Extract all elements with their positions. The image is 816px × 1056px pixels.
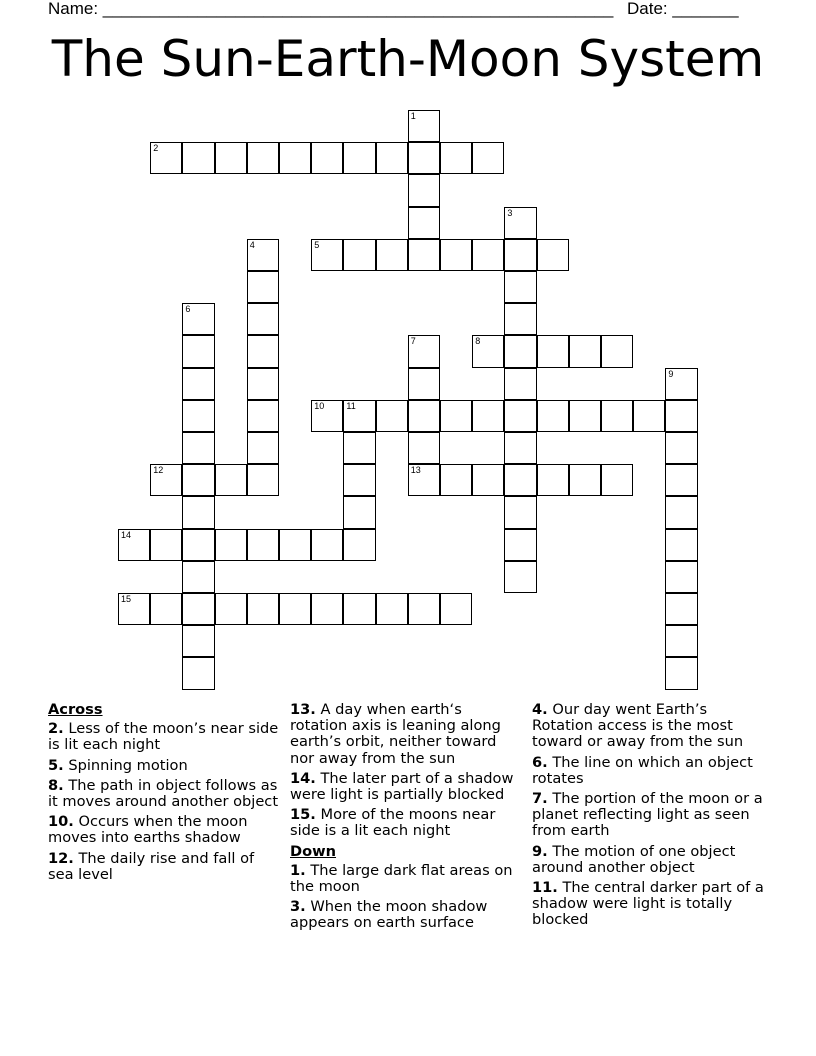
clue-number: 11. [532,879,558,897]
crossword-cell[interactable] [182,335,214,367]
clue-number-label: 5 [314,239,320,250]
crossword-cell[interactable] [247,368,279,400]
clue-across-12 [48,851,280,883]
clue-text: The large dark flat areas on the moon [290,861,513,896]
clue-down-1 [290,863,522,895]
crossword-cell[interactable] [247,432,279,464]
clue-text: The later part of a shadow were light is partially blocked [290,769,514,804]
crossword-cell[interactable] [247,529,279,561]
clue-down-6 [532,755,772,787]
crossword-cell[interactable] [569,400,601,432]
clue-number: 7. [532,790,548,808]
crossword-cell[interactable] [504,400,536,432]
crossword-cell[interactable] [665,400,697,432]
clue-across-13 [290,702,522,767]
crossword-cell[interactable] [279,142,311,174]
crossword-cell[interactable] [182,529,214,561]
clue-number-label: 2 [153,143,159,154]
crossword-cell[interactable] [343,496,375,528]
clue-number: 2. [48,720,64,738]
crossword-cell[interactable] [182,593,214,625]
crossword-cell[interactable] [311,529,343,561]
clue-number: 12. [48,849,74,867]
crossword-cell[interactable] [440,593,472,625]
crossword-cell[interactable] [665,432,697,464]
crossword-cell[interactable] [665,496,697,528]
clue-across-14 [290,771,522,803]
crossword-cell[interactable] [376,593,408,625]
crossword-cell[interactable] [343,239,375,271]
clue-number: 14. [290,769,316,787]
clue-number: 3. [290,898,306,916]
page-title: The Sun-Earth-Moon System [51,30,765,88]
clue-number: 1. [290,861,306,879]
clues-column-3 [532,702,772,933]
clue-across-5 [48,758,280,774]
crossword-cell[interactable] [665,529,697,561]
crossword-cell[interactable] [408,239,440,271]
crossword-cell[interactable] [247,464,279,496]
clue-text: Our day went Earth’s Rotation access is the most toward or away from the sun [532,701,744,751]
crossword-cell[interactable] [665,593,697,625]
crossword-cell[interactable] [343,400,375,432]
clue-text: The motion of one object around another object [532,842,736,876]
clues-column-2 [290,702,522,936]
crossword-cell[interactable] [247,239,279,271]
clue-number-label: 4 [249,239,255,250]
crossword-cell[interactable] [601,464,633,496]
crossword-cell[interactable] [150,529,182,561]
crossword-cell[interactable] [343,142,375,174]
crossword-cell[interactable] [215,529,247,561]
crossword-cell[interactable] [472,239,504,271]
crossword-cell[interactable] [504,368,536,400]
crossword-cell[interactable] [665,464,697,496]
crossword-cell[interactable] [279,529,311,561]
crossword-cell[interactable] [215,593,247,625]
crossword-cell[interactable] [182,496,214,528]
crossword-cell[interactable] [408,432,440,464]
clue-text: The central darker part of a shadow were light is totally blocked [532,879,764,929]
clue-number-label: 12 [153,465,164,476]
clue-number: 9. [532,842,548,860]
crossword-cell[interactable] [343,464,375,496]
crossword-cell[interactable] [408,142,440,174]
clue-down-11 [532,880,772,929]
crossword-cell[interactable] [408,335,440,367]
crossword-cell[interactable] [408,593,440,625]
crossword-cell[interactable] [182,368,214,400]
crossword-cell[interactable] [408,368,440,400]
crossword-cell[interactable] [504,561,536,593]
crossword-cell[interactable] [118,593,150,625]
clue-number-label: 11 [346,400,356,411]
crossword-cell[interactable] [633,400,665,432]
clue-across-2 [48,721,280,753]
crossword-cell[interactable] [247,303,279,335]
clue-down-3 [290,899,522,931]
clue-number-label: 14 [121,529,132,540]
crossword-cell[interactable] [247,271,279,303]
crossword-cell[interactable] [537,464,569,496]
clue-number-label: 6 [185,304,191,315]
crossword-cell[interactable] [376,400,408,432]
clue-number: 10. [48,813,74,831]
crossword-cell[interactable] [665,657,697,689]
crossword-cell[interactable] [408,464,440,496]
crossword-cell[interactable] [343,529,375,561]
clue-number-label: 1 [410,111,416,121]
crossword-cell[interactable] [440,142,472,174]
clue-down-7 [532,791,772,840]
crossword-cell[interactable] [665,625,697,657]
crossword-cell[interactable] [504,335,536,367]
crossword-cell[interactable] [665,561,697,593]
crossword-cell[interactable] [537,239,569,271]
clue-number-label: 8 [475,336,481,347]
down-heading: Down [290,842,337,860]
clue-text: A day when earth‘s rotation axis is leaning along earth’s orbit, neither toward nor away from the sun [290,701,501,767]
crossword-cell[interactable] [569,464,601,496]
crossword-cell[interactable] [537,400,569,432]
crossword-cell[interactable] [440,464,472,496]
crossword-cell[interactable] [279,593,311,625]
crossword-cell[interactable] [182,625,214,657]
crossword-cell[interactable] [665,368,697,400]
crossword-cell[interactable] [504,239,536,271]
crossword-cell[interactable] [472,335,504,367]
crossword-cell[interactable] [247,400,279,432]
crossword-cell[interactable] [182,400,214,432]
crossword-cell[interactable] [376,239,408,271]
crossword-cell[interactable] [247,593,279,625]
crossword-cell[interactable] [504,271,536,303]
clue-down-4 [532,702,772,751]
crossword-cell[interactable] [504,529,536,561]
crossword-cell[interactable] [504,207,536,239]
clue-text: Spinning motion [68,756,188,774]
crossword-cell[interactable] [247,335,279,367]
crossword-cell[interactable] [182,432,214,464]
clue-text: The line on which an object rotates [532,753,753,787]
crossword-cell[interactable] [343,432,375,464]
clue-number-label: 15 [121,594,132,604]
clue-text: The daily rise and fall of sea level [48,849,255,883]
clue-number: 6. [532,753,548,771]
across-heading: Across [48,701,103,718]
crossword-cell[interactable] [408,400,440,432]
crossword-cell[interactable] [311,142,343,174]
crossword-cell[interactable] [215,142,247,174]
crossword-cell[interactable] [472,142,504,174]
crossword-cell[interactable] [440,400,472,432]
crossword-cell[interactable] [150,464,182,496]
clue-text: More of the moons near side is a lit each night [290,806,496,840]
clue-number-label: 9 [668,368,674,379]
clue-text: When the moon shadow appears on earth surface [290,898,488,932]
crossword-cell[interactable] [601,335,633,367]
clue-number-label: 3 [507,207,513,218]
crossword-cell[interactable] [408,110,440,142]
crossword-cell[interactable] [343,593,375,625]
clue-text: Less of the moon’s near side is lit each night [48,720,279,754]
clue-across-15 [290,807,522,839]
crossword-cell[interactable] [182,464,214,496]
crossword-cell[interactable] [537,335,569,367]
clue-number: 8. [48,776,64,794]
crossword-cell[interactable] [182,561,214,593]
name-field[interactable]: Name: ______________________________________________________ [48,0,614,18]
crossword-cell[interactable] [311,400,343,432]
crossword-cell[interactable] [504,303,536,335]
crossword-cell[interactable] [247,142,279,174]
clue-number: 15. [290,806,316,824]
clue-across-10 [48,814,280,846]
crossword-cell[interactable] [440,239,472,271]
crossword-cell[interactable] [215,464,247,496]
clue-number: 5. [48,756,64,774]
crossword-cell[interactable] [472,464,504,496]
crossword-cell[interactable] [569,335,601,367]
clue-text: Occurs when the moon moves into earths shadow [48,813,248,847]
clue-across-8 [48,778,280,810]
clue-down-9 [532,844,772,876]
crossword-cell[interactable] [182,142,214,174]
crossword-cell[interactable] [408,174,440,206]
clue-text: The portion of the moon or a planet reflecting light as seen from earth [532,790,763,840]
crossword-cell[interactable] [601,400,633,432]
crossword-cell[interactable] [504,432,536,464]
clue-number-label: 7 [410,336,416,347]
clue-text: The path in object follows as it moves around another object [48,776,279,811]
crossword-cell[interactable] [118,529,150,561]
crossword-cell[interactable] [311,593,343,625]
clue-number-label: 13 [410,465,421,476]
date-field[interactable]: Date: _______ [627,0,739,18]
clue-number: 13. [290,701,316,718]
clue-number-label: 10 [314,400,325,411]
clues-column-1 [48,702,280,887]
crossword-cell[interactable] [182,657,214,689]
crossword-cell[interactable] [311,239,343,271]
crossword-cell[interactable] [472,400,504,432]
crossword-cell[interactable] [504,496,536,528]
crossword-cell[interactable] [182,303,214,335]
crossword-cell[interactable] [504,464,536,496]
crossword-cell[interactable] [150,142,182,174]
crossword-cell[interactable] [408,207,440,239]
crossword-cell[interactable] [376,142,408,174]
crossword-cell[interactable] [150,593,182,625]
clue-number: 4. [532,701,548,718]
